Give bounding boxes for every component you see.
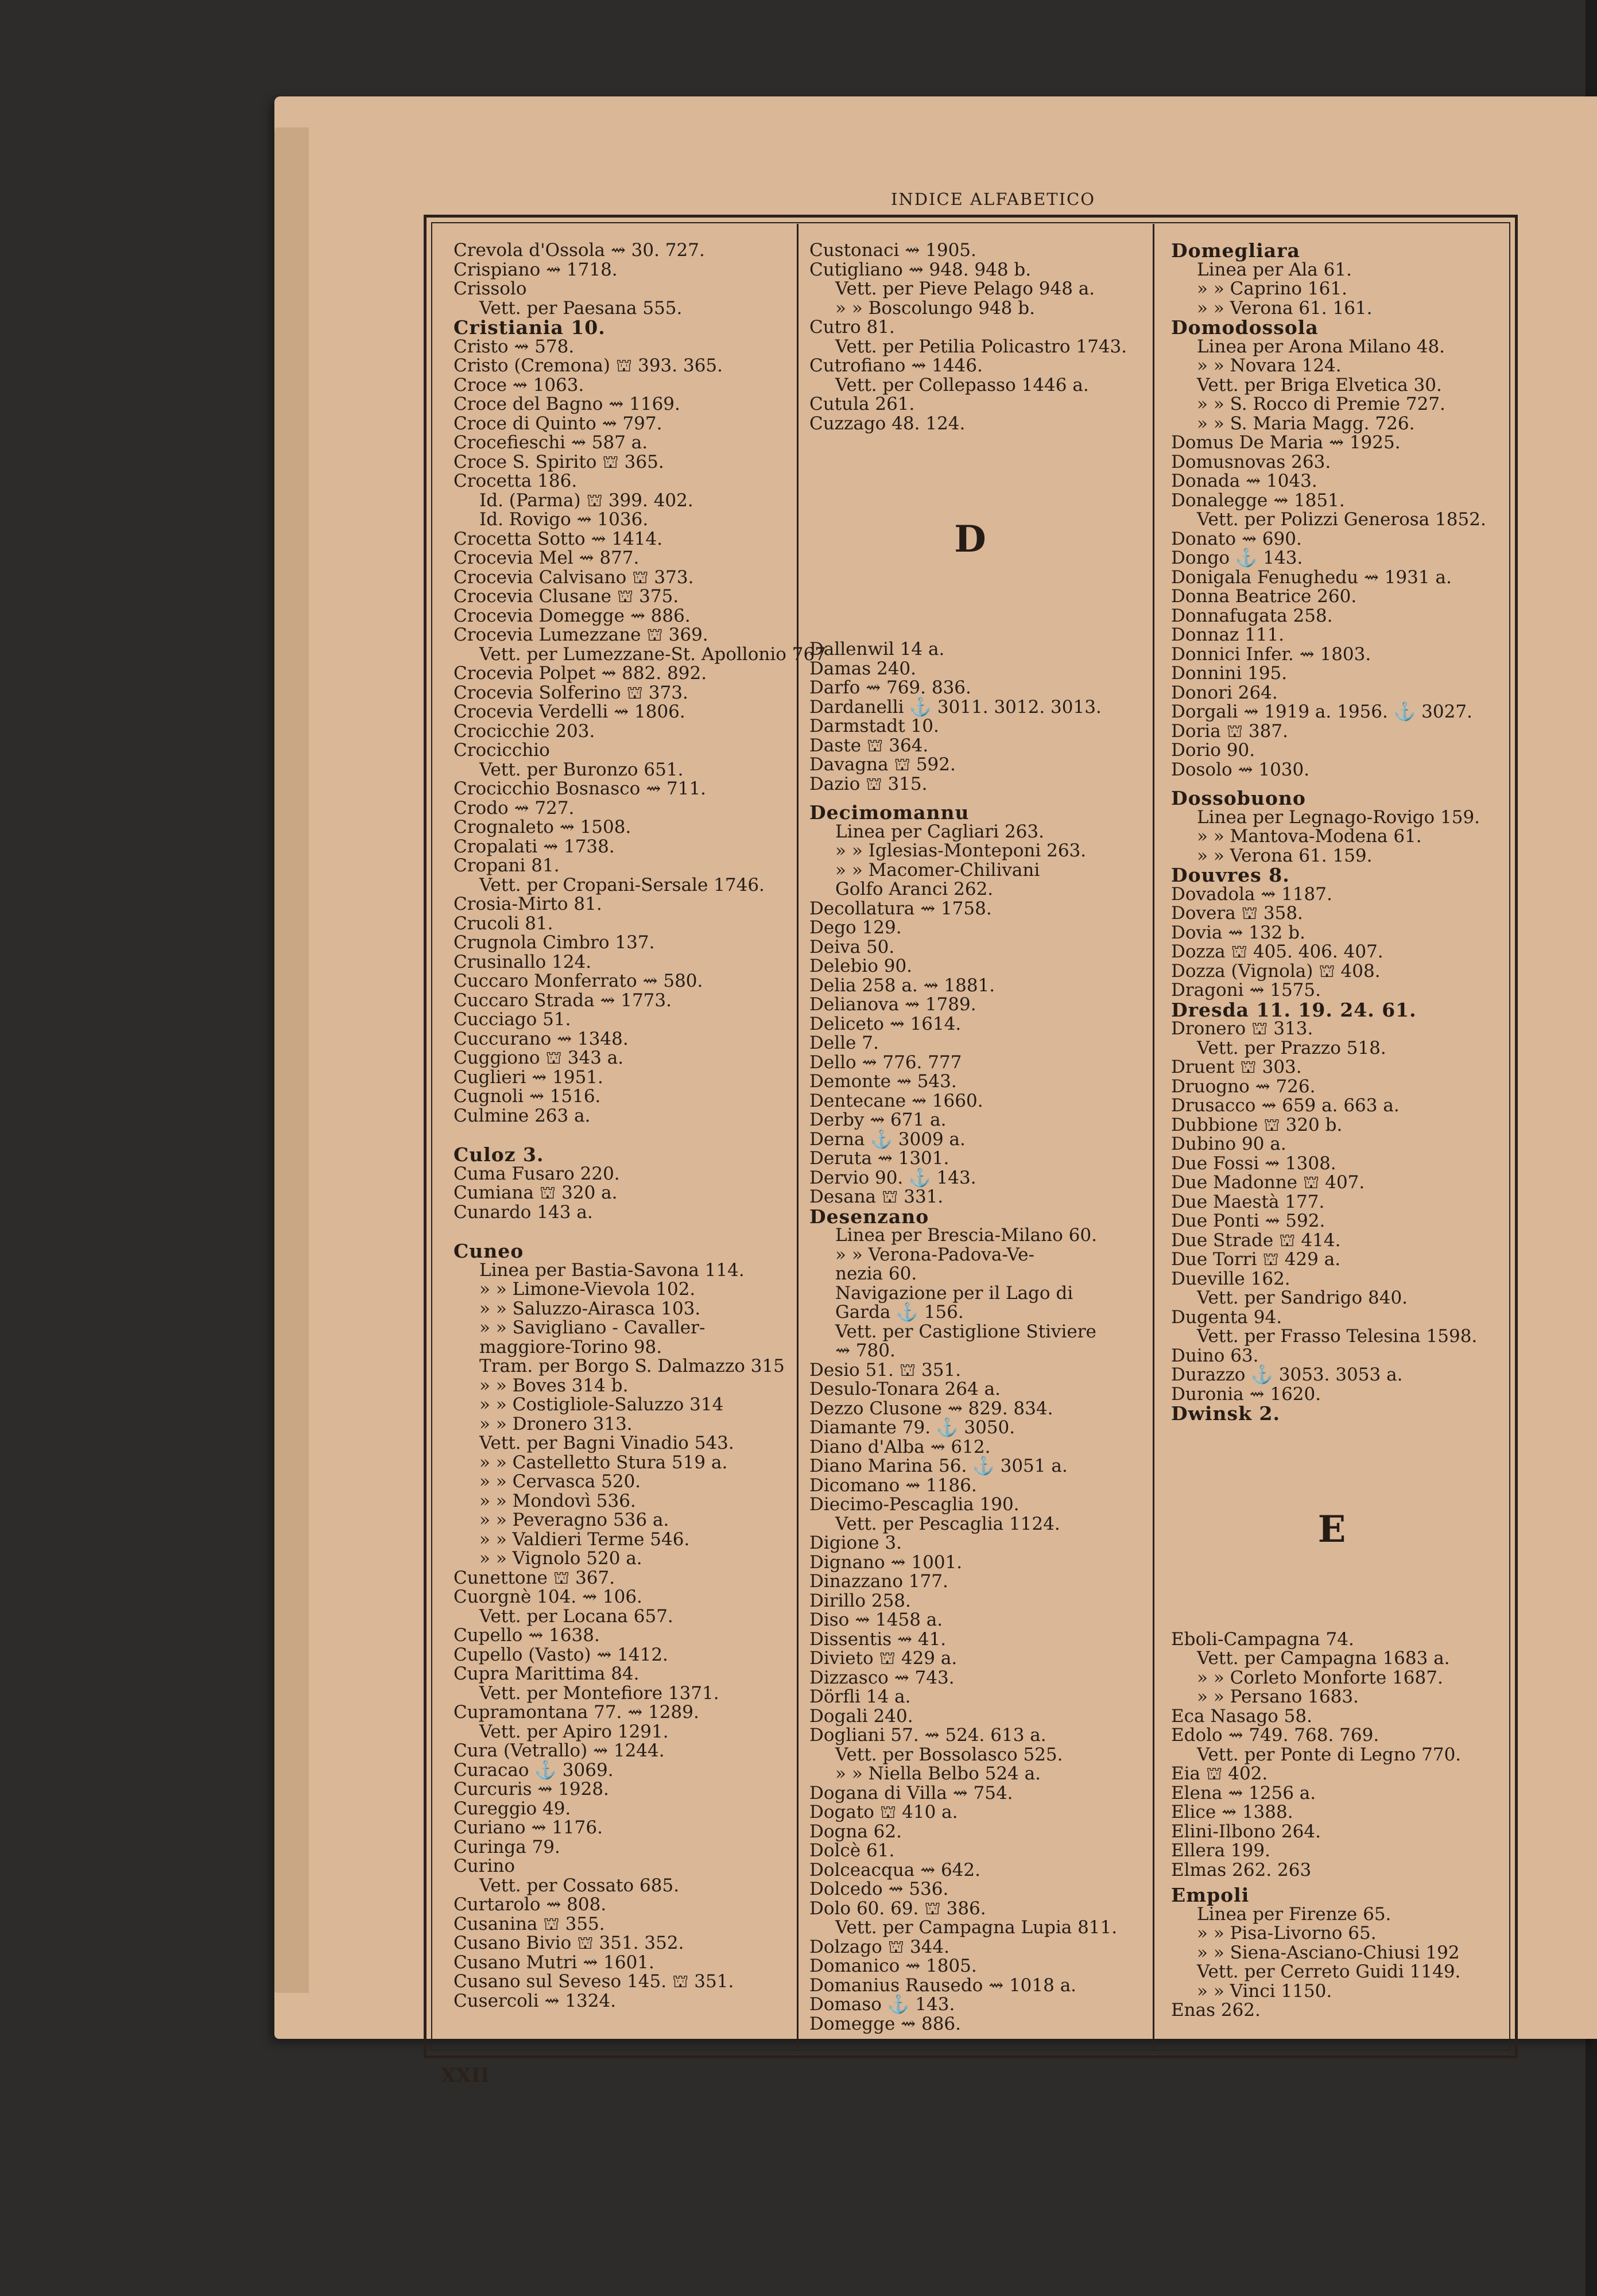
index-subentry: Vett. per Campagna 1683 a. [1197,1648,1450,1669]
index-entry: Ellera 199. [1171,1840,1270,1861]
index-entry: Eca Nasago 58. [1171,1705,1312,1727]
index-subentry: » » Corleto Monforte 1687. [1197,1667,1443,1688]
index-entry: Desana ⛫ 331. [809,1186,944,1207]
index-entry: Dirillo 258. [809,1590,911,1611]
index-entry: Digione 3. [809,1533,902,1553]
index-entry: Dego 129. [809,917,902,938]
index-heading: Empoli [1171,1884,1250,1906]
index-entry: Dello ⇝ 776. 777 [809,1052,962,1073]
index-entry: Crognaleto ⇝ 1508. [453,817,631,837]
index-heading: Culoz 3. [453,1143,544,1166]
index-entry: Donigala Fenughedu ⇝ 1931 a. [1171,567,1452,588]
index-entry: Curtarolo ⇝ 808. [453,1894,607,1915]
index-subentry: Vett. per Pescaglia 1124. [835,1513,1060,1534]
index-entry: Enas 262. [1171,2000,1261,2020]
index-entry: Delebio 90. [809,956,913,976]
index-entry: Cutula 261. [809,394,915,414]
index-heading: Domegliara [1171,239,1300,262]
index-heading: Dresda 11. 19. 24. 61. [1171,998,1417,1021]
index-subentry: Linea per Firenze 65. [1197,1903,1391,1925]
index-subentry: Vett. per Buronzo 651. [479,759,684,780]
index-entry: Elini-Ilbono 264. [1171,1821,1321,1842]
index-entry: Dervio 90. ⚓ 143. [809,1167,976,1188]
index-entry: Dogali 240. [809,1705,913,1727]
index-entry: Doria ⛫ 387. [1171,720,1288,742]
index-heading: Desenzano [809,1205,929,1228]
index-entry: Eia ⛫ 402. [1171,1763,1268,1784]
index-entry: Cura (Vetrallo) ⇝ 1244. [453,1740,665,1761]
spacer [1171,1550,1493,1630]
index-entry: Crocevia Polpet ⇝ 882. 892. [453,663,707,684]
index-subentry: » » Costigliole-Saluzzo 314 [479,1394,724,1415]
index-subentry: Linea per Arona Milano 48. [1197,336,1445,357]
index-subentry: Vett. per Cerreto Guidi 1149. [1197,1961,1461,1982]
index-entry: Cunettone ⛫ 367. [453,1567,615,1588]
index-entry: Dugenta 94. [1171,1306,1282,1328]
index-heading: Cuneo [453,1240,524,1262]
index-entry: Cristo (Cremona) ⛫ 393. 365. [453,355,723,376]
index-entry: Diano d'Alba ⇝ 612. [809,1436,991,1457]
index-subentry: Vett. per Bossolasco 525. [835,1744,1063,1765]
index-subentry: Id. (Parma) ⛫ 399. 402. [479,490,693,511]
index-entry: Durazzo ⚓ 3053. 3053 a. [1171,1364,1403,1385]
index-entry: Domanico ⇝ 1805. [809,1956,977,1976]
index-entry: Croce del Bagno ⇝ 1169. [453,394,680,414]
index-entry: Domanius Rausedo ⇝ 1018 a. [809,1975,1077,1996]
index-subentry: Vett. per Montefiore 1371. [479,1682,719,1704]
index-entry: Deliceto ⇝ 1614. [809,1013,962,1034]
index-entry: Due Strade ⛫ 414. [1171,1230,1341,1251]
index-entry: Donato ⇝ 690. [1171,528,1302,549]
index-entry: Cuglieri ⇝ 1951. [453,1066,603,1088]
index-entry: Dicomano ⇝ 1186. [809,1475,977,1496]
index-entry: Dinazzano 177. [809,1571,948,1592]
index-entry: Diecimo-Pescaglia 190. [809,1494,1020,1515]
index-entry: Cristo ⇝ 578. [453,336,575,357]
spacer [809,560,1131,640]
spacer [453,1126,798,1145]
index-entry: Dezzo Clusone ⇝ 829. 834. [809,1398,1053,1419]
spacer [809,433,1131,519]
index-subentry: Vett. per Sandrigo 840. [1197,1287,1408,1308]
index-subentry: » » Niella Belbo 524 a. [835,1763,1041,1784]
index-entry: Crocevia Lumezzane ⛫ 369. [453,625,708,645]
index-subentry: ⇝ 780. [835,1340,896,1361]
index-entry: Cusercoli ⇝ 1324. [453,1990,617,2011]
index-entry: Crosia-Mirto 81. [453,894,602,914]
index-entry: Croce ⇝ 1063. [453,374,584,395]
index-entry: Crugnola Cimbro 137. [453,932,655,953]
index-entry: Cropani 81. [453,855,560,876]
index-entry: Cupra Marittima 84. [453,1663,639,1684]
index-entry: Cumiana ⛫ 320 a. [453,1182,618,1203]
index-entry: Cusano sul Seveso 145. ⛫ 351. [453,1971,734,1992]
index-subentry: Navigazione per il Lago di [835,1282,1073,1304]
index-subentry: » » Boves 314 b. [479,1375,629,1396]
index-entry: Elmas 262. 263 [1171,1859,1312,1880]
index-subentry: Vett. per Cossato 685. [479,1875,680,1896]
index-entry: Dazio ⛫ 315. [809,773,928,794]
index-entry: Derby ⇝ 671 a. [809,1110,947,1130]
index-subentry: » » Vinci 1150. [1197,1980,1332,2002]
index-heading: Cristiania 10. [453,316,606,339]
index-heading: Douvres 8. [1171,864,1290,886]
index-entry: Dolo 60. 69. ⛫ 386. [809,1898,986,1919]
index-entry: Divieto ⛫ 429 a. [809,1648,958,1669]
index-entry: Dogana di Villa ⇝ 754. [809,1782,1013,1804]
index-entry: Dogato ⛫ 410 a. [809,1802,958,1822]
index-subentry: Vett. per Briga Elvetica 30. [1197,374,1442,395]
index-entry: Cutrofiano ⇝ 1446. [809,355,983,376]
index-entry: Crocicchio [453,740,550,761]
index-entry: Delle 7. [809,1033,879,1053]
index-entry: Dubbione ⛫ 320 b. [1171,1114,1343,1135]
index-entry: Derna ⚓ 3009 a. [809,1128,966,1150]
index-entry: Cuccaro Monferrato ⇝ 580. [453,971,703,991]
index-entry: Crucoli 81. [453,913,553,934]
index-entry: Crocefieschi ⇝ 587 a. [453,432,648,453]
index-entry: Dentecane ⇝ 1660. [809,1090,983,1111]
index-subentry: Tram. per Borgo S. Dalmazzo 315 [479,1356,785,1376]
index-entry: Dorgali ⇝ 1919 a. 1956. ⚓ 3027. [1171,701,1472,722]
index-entry: Damas 240. [809,658,916,679]
index-entry: Dizzasco ⇝ 743. [809,1667,955,1688]
index-entry: Curacao ⚓ 3069. [453,1759,614,1781]
index-entry: Dosolo ⇝ 1030. [1171,759,1310,780]
index-subentry: Vett. per Frasso Telesina 1598. [1197,1326,1478,1347]
index-entry: Cutigliano ⇝ 948. 948 b. [809,259,1032,280]
index-subentry: Vett. per Apiro 1291. [479,1721,669,1742]
index-entry: Due Torri ⛫ 429 a. [1171,1249,1341,1270]
index-entry: Dörfli 14 a. [809,1686,911,1707]
index-entry: Dubino 90 a. [1171,1134,1286,1154]
index-entry: Crusinallo 124. [453,951,592,972]
index-entry: Cusanina ⛫ 355. [453,1913,605,1934]
index-entry: Cupello ⇝ 1638. [453,1625,600,1646]
index-subentry: » » Limone-Vievola 102. [479,1279,696,1300]
index-entry: Dolcè 61. [809,1840,895,1861]
index-entry: Cunardo 143 a. [453,1201,593,1223]
index-entry: Cureggio 49. [453,1798,571,1819]
index-entry: Dueville 162. [1171,1268,1290,1289]
index-subentry: Vett. per Polizzi Generosa 1852. [1197,509,1486,530]
index-entry: Dignano ⇝ 1001. [809,1552,963,1573]
index-entry: Curiano ⇝ 1176. [453,1817,603,1838]
index-entry: Desio 51. ⛫ 351. [809,1359,962,1380]
index-subentry: Vett. per Lumezzane-St. Apollonio 767 [479,643,826,665]
index-entry: Crissolo [453,278,527,299]
index-entry: Darfo ⇝ 769. 836. [809,677,971,698]
index-entry: Delianova ⇝ 1789. [809,994,976,1015]
index-entry: Deruta ⇝ 1301. [809,1148,949,1169]
index-entry: Dovia ⇝ 132 b. [1171,922,1305,943]
page-number: XXII [441,2064,490,2087]
index-subentry: nezia 60. [835,1263,917,1284]
index-entry: Cuorgnè 104. ⇝ 106. [453,1587,642,1607]
index-entry: Cuzzago 48. 124. [809,413,966,434]
index-entry: Demonte ⇝ 543. [809,1071,957,1092]
index-entry: Crocetta Sotto ⇝ 1414. [453,528,663,549]
index-entry: Dragoni ⇝ 1575. [1171,980,1321,1000]
index-entry: Dolzago ⛫ 344. [809,1936,949,1957]
index-heading: Dossobuono [1171,787,1306,809]
index-subentry: Garda ⚓ 156. [835,1302,964,1322]
index-entry: Crocevia Solferino ⛫ 373. [453,682,688,703]
index-entry: Dallenwil 14 a. [809,639,945,660]
index-subentry: » » Mondovì 536. [479,1490,636,1511]
index-entry: Cupramontana 77. ⇝ 1289. [453,1702,699,1723]
index-entry: Donada ⇝ 1043. [1171,471,1317,491]
index-entry: Daste ⛫ 364. [809,735,929,756]
index-entry: Donnini 195. [1171,663,1288,684]
index-subentry: Linea per Cagliari 263. [835,821,1044,842]
index-subentry: Golfo Aranci 262. [835,879,994,899]
index-subentry: » » Castelletto Stura 519 a. [479,1452,728,1473]
index-subentry: Vett. per Pieve Pelago 948 a. [835,278,1095,299]
index-entry: Croce di Quinto ⇝ 797. [453,413,662,434]
index-subentry: Vett. per Cropani-Sersale 1746. [479,874,765,895]
index-entry: Dronero ⛫ 313. [1171,1018,1313,1039]
index-subentry: » » Verona 61. 159. [1197,845,1373,866]
index-entry: Crocevia Verdelli ⇝ 1806. [453,701,685,722]
index-entry: Dardanelli ⚓ 3011. 3012. 3013. [809,696,1102,718]
index-entry: Crocevia Clusane ⛫ 375. [453,586,679,607]
index-subentry: » » Iglesias-Monteponi 263. [835,840,1087,861]
index-subentry: » » Novara 124. [1197,355,1342,376]
index-entry: Donalegge ⇝ 1851. [1171,490,1345,511]
index-entry: Darmstadt 10. [809,716,939,736]
index-subentry: Linea per Legnago-Rovigo 159. [1197,806,1480,828]
index-entry: Dolcedo ⇝ 536. [809,1879,949,1899]
index-entry: Donnici Infer. ⇝ 1803. [1171,643,1371,665]
index-entry: Donnaz 111. [1171,625,1285,645]
index-entry: Due Fossi ⇝ 1308. [1171,1153,1336,1174]
page-edge [274,127,309,1993]
index-entry: Delia 258 a. ⇝ 1881. [809,975,995,996]
index-entry: Dissentis ⇝ 41. [809,1628,947,1650]
index-entry: Cutro 81. [809,317,895,338]
index-entry: Cuccaro Strada ⇝ 1773. [453,990,672,1011]
index-subentry: Vett. per Bagni Vinadio 543. [479,1433,734,1453]
index-entry: Cusano Mutri ⇝ 1601. [453,1952,654,1973]
index-entry: Davagna ⛫ 592. [809,754,956,775]
index-subentry: Vett. per Castiglione Stiviere [835,1321,1096,1342]
index-subentry: Linea per Bastia-Savona 114. [479,1259,745,1281]
index-subentry: » » Dronero 313. [479,1413,633,1434]
index-entry: Donna Beatrice 260. [1171,586,1357,607]
index-entry: Crocetta 186. [453,471,577,491]
index-entry: Domusnovas 263. [1171,451,1331,472]
index-entry: Curino [453,1856,515,1876]
index-column-1 [453,240,826,2011]
index-entry: Domaso ⚓ 143. [809,1994,955,2015]
spacer [453,1222,798,1242]
index-entry: Deiva 50. [809,936,895,957]
index-column-3 [1171,241,1493,2020]
spacer [1171,1424,1493,1510]
index-entry: Cuccurano ⇝ 1348. [453,1028,629,1049]
index-entry: Cuma Fusaro 220. [453,1163,620,1184]
index-subentry: » » Verona-Padova-Ve- [835,1244,1034,1265]
index-entry: Dovadola ⇝ 1187. [1171,883,1332,905]
index-subentry: maggiore-Torino 98. [479,1336,662,1358]
index-entry: Crispiano ⇝ 1718. [453,259,618,280]
index-entry: Curinga 79. [453,1836,560,1857]
index-entry: Donnafugata 258. [1171,605,1333,626]
index-entry: Edolo ⇝ 749. 768. 769. [1171,1725,1379,1746]
page-header: INDICE ALFABETICO [890,189,1096,209]
index-entry: Due Madonne ⛫ 407. [1171,1172,1365,1193]
index-entry: Druent ⛫ 303. [1171,1057,1302,1077]
index-subentry: » » Macomer-Chilivani [835,859,1040,881]
index-entry: Cuggiono ⛫ 343 a. [453,1048,624,1068]
index-entry: Elice ⇝ 1388. [1171,1802,1293,1822]
index-heading: Domodossola [1171,316,1319,339]
index-heading: Decimomannu [809,801,970,824]
index-entry: Elena ⇝ 1256 a. [1171,1782,1316,1804]
index-entry: Custonaci ⇝ 1905. [809,240,976,261]
index-entry: Crocevia Mel ⇝ 877. [453,548,639,568]
index-entry: Crocicchie 203. [453,720,595,742]
index-entry: Dovera ⛫ 358. [1171,903,1303,924]
index-subentry: » » Siena-Asciano-Chiusi 192 [1197,1942,1460,1963]
index-subentry: » » Mantova-Modena 61. [1197,826,1422,847]
index-entry: Drusacco ⇝ 659 a. 663 a. [1171,1095,1400,1116]
index-entry: Domegge ⇝ 886. [809,2013,961,2034]
index-entry: Croce S. Spirito ⛫ 365. [453,451,664,472]
index-entry: Domus De Maria ⇝ 1925. [1171,432,1401,453]
index-subentry: » » Peveragno 536 a. [479,1510,669,1530]
index-entry: Dozza ⛫ 405. 406. 407. [1171,941,1383,962]
index-entry: Desulo-Tonara 264 a. [809,1379,1001,1399]
index-entry: Due Ponti ⇝ 592. [1171,1211,1325,1231]
column-divider-2 [1153,224,1154,2049]
index-subentry: » » S. Maria Magg. 726. [1197,413,1415,434]
index-subentry: Id. Rovigo ⇝ 1036. [479,509,649,530]
index-subentry: » » Vignolo 520 a. [479,1548,642,1569]
index-subentry: » » Caprino 161. [1197,278,1347,299]
section-letter: E [1317,1507,1346,1551]
index-entry: Diamante 79. ⚓ 3050. [809,1417,1015,1438]
index-subentry: » » Pisa-Livorno 65. [1197,1923,1377,1944]
index-subentry: » » Cervasca 520. [479,1471,641,1492]
index-subentry: » » Saluzzo-Airasca 103. [479,1298,701,1319]
index-subentry: Vett. per Locana 657. [479,1605,673,1627]
index-heading: Dwinsk 2. [1171,1402,1280,1425]
index-entry: Duino 63. [1171,1345,1259,1366]
index-subentry: Vett. per Campagna Lupia 811. [835,1917,1118,1938]
index-entry: Decollatura ⇝ 1758. [809,898,992,919]
index-subentry: Vett. per Collepasso 1446 a. [835,374,1089,395]
index-entry: Cusano Bivio ⛫ 351. 352. [453,1933,684,1953]
index-entry: Culmine 263 a. [453,1105,591,1126]
index-entry: Crodo ⇝ 727. [453,797,575,819]
index-entry: Dolceacqua ⇝ 642. [809,1859,980,1880]
index-entry: Crocicchio Bosnasco ⇝ 711. [453,778,707,799]
index-entry: Crocevia Domegge ⇝ 886. [453,605,691,626]
index-entry: Dongo ⚓ 143. [1171,548,1303,568]
index-entry: Crevola d'Ossola ⇝ 30. 727. [453,240,705,261]
index-subentry: » » Savigliano - Cavaller- [479,1317,706,1338]
index-entry: Druogno ⇝ 726. [1171,1076,1316,1097]
index-entry: Cugnoli ⇝ 1516. [453,1086,601,1107]
index-entry: Cupello (Vasto) ⇝ 1412. [453,1644,668,1665]
index-subentry: Vett. per Ponte di Legno 770. [1197,1744,1462,1765]
index-entry: Donori 264. [1171,682,1278,703]
index-entry: Cucciago 51. [453,1009,571,1030]
index-entry: Dorio 90. [1171,740,1255,761]
index-subentry: » » Boscolungo 948 b. [835,297,1035,319]
index-entry: Due Maestà 177. [1171,1191,1325,1212]
index-entry: Diso ⇝ 1458 a. [809,1609,943,1630]
index-entry: Dogliani 57. ⇝ 524. 613 a. [809,1725,1046,1746]
index-subentry: Vett. per Paesana 555. [479,297,683,319]
index-subentry: » » S. Rocco di Premie 727. [1197,394,1445,414]
index-entry: Diano Marina 56. ⚓ 3051 a. [809,1456,1068,1476]
index-entry: Dozza (Vignola) ⛫ 408. [1171,960,1381,982]
index-entry: Curcuris ⇝ 1928. [453,1779,609,1799]
index-entry: Dogna 62. [809,1821,902,1842]
section-letter: D [954,518,986,561]
index-subentry: Linea per Ala 61. [1197,259,1352,280]
index-subentry: » » Verona 61. 161. [1197,297,1373,319]
index-entry: Crocevia Calvisano ⛫ 373. [453,567,694,588]
index-subentry: Linea per Brescia-Milano 60. [835,1225,1097,1246]
index-subentry: » » Valdieri Terme 546. [479,1529,690,1550]
index-entry: Cropalati ⇝ 1738. [453,836,615,857]
index-column-2 [809,241,1131,2034]
index-subentry: » » Persano 1683. [1197,1686,1359,1707]
index-subentry: Vett. per Prazzo 518. [1197,1037,1386,1058]
index-subentry: Vett. per Petilia Policastro 1743. [835,336,1127,357]
index-entry: Eboli-Campagna 74. [1171,1628,1354,1650]
index-entry: Duronia ⇝ 1620. [1171,1383,1321,1405]
